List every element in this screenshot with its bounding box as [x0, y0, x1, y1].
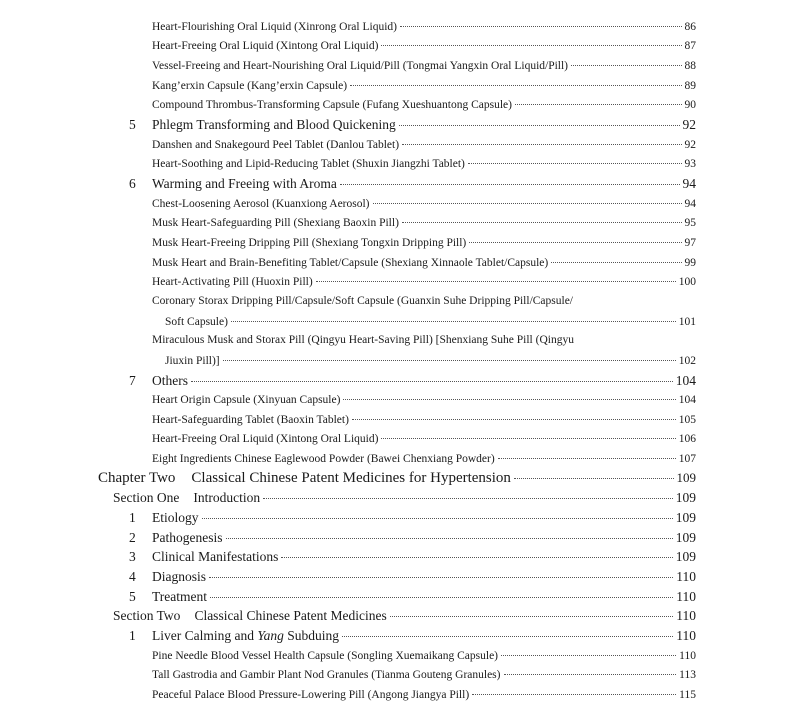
- toc-entry-number: 5: [129, 589, 136, 604]
- toc-entry-title: Introduction: [193, 490, 261, 505]
- toc-entry-numbered[interactable]: [129, 589, 696, 605]
- toc-entry[interactable]: [152, 197, 696, 210]
- toc-entry[interactable]: [152, 216, 696, 229]
- toc-entry-page: 101: [678, 315, 696, 328]
- leader-dots: [342, 626, 673, 637]
- toc-entry-title: Eight Ingredients Chinese Eaglewood Powder (Bawei Chenxiang Powder): [152, 452, 495, 465]
- section-label: Section One: [113, 490, 180, 505]
- toc-entry-page: 92: [684, 138, 696, 151]
- toc-entry-title: Heart Origin Capsule (Xinyuan Capsule): [152, 393, 341, 406]
- toc-entry-title: Pathogenesis: [152, 530, 223, 545]
- toc-entry-page: 94: [682, 176, 696, 191]
- leader-dots: [352, 411, 676, 421]
- toc-entry-number: 1: [129, 510, 136, 525]
- toc-entry-continuation[interactable]: [165, 354, 696, 367]
- toc-entry-page: 90: [684, 98, 696, 111]
- leader-dots: [400, 18, 682, 28]
- section-label: Section Two: [113, 608, 181, 623]
- toc-entry-title: [152, 628, 339, 644]
- toc-entry-page: 110: [676, 628, 696, 643]
- toc-entry-numbered[interactable]: [129, 373, 696, 389]
- toc-entry-title: Heart-Soothing and Lipid-Reducing Tablet (Shuxin Jiangzhi Tablet): [152, 157, 465, 170]
- toc-entry-title: Vessel-Freeing and Heart-Nourishing Oral Liquid/Pill (Tongmai Yangxin Oral Liquid/Pill): [152, 59, 569, 72]
- chapter-label: Chapter Two: [98, 470, 176, 487]
- toc-entry[interactable]: [152, 393, 696, 406]
- toc-entry-page: 87: [684, 39, 696, 52]
- toc-entry-title: Compound Thrombus-Transforming Capsule (Fufang Xueshuantong Capsule): [152, 98, 512, 111]
- toc-entry[interactable]: [152, 668, 696, 681]
- toc-entry-page: 110: [679, 649, 696, 662]
- toc-entry-page: 110: [676, 589, 696, 604]
- toc-entry-page: 100: [678, 275, 696, 288]
- leader-dots: [472, 686, 676, 696]
- leader-dots: [231, 313, 676, 323]
- title-italic-part: Yang: [257, 628, 284, 643]
- toc-entry-title: Etiology: [152, 510, 199, 525]
- toc-entry-page: 109: [675, 490, 696, 505]
- toc-entry[interactable]: [152, 138, 696, 151]
- toc-entry-page: 99: [684, 256, 696, 269]
- toc-entry-title: Clinical Manifestations: [152, 549, 279, 564]
- toc-entry-numbered[interactable]: [129, 628, 696, 644]
- leader-dots: [515, 96, 682, 106]
- toc-entry-title: Others: [152, 373, 188, 388]
- toc-entry-page: 109: [675, 530, 696, 545]
- toc-entry[interactable]: [152, 256, 696, 269]
- toc-entry-numbered[interactable]: [129, 510, 696, 526]
- toc-entry[interactable]: [152, 688, 696, 701]
- toc-entry-title: Classical Chinese Patent Medicines for Hypertension: [191, 470, 511, 487]
- toc-section[interactable]: [113, 608, 696, 624]
- toc-entry-number: 5: [129, 117, 136, 132]
- toc-entry[interactable]: [152, 275, 696, 288]
- toc-entry-numbered[interactable]: [129, 530, 696, 546]
- toc-entry-number: 2: [129, 530, 136, 545]
- toc-entry-page: 106: [678, 432, 696, 445]
- leader-dots: [381, 37, 681, 47]
- toc-entry[interactable]: [152, 413, 696, 426]
- toc-entry-page: 110: [676, 608, 696, 623]
- toc-entry-title: Heart-Safeguarding Tablet (Baoxin Tablet): [152, 413, 349, 426]
- toc-entry-page: 110: [676, 569, 696, 584]
- toc-entry-page: 86: [684, 20, 696, 33]
- toc-entry-page: 97: [684, 236, 696, 249]
- toc-entry-page: 115: [679, 688, 696, 701]
- leader-dots: [504, 666, 677, 676]
- toc-entry-title: Miraculous Musk and Storax Pill (Qingyu Heart-Saving Pill) [Shenxiang Suhe Pill (Qingyu: [152, 334, 574, 346]
- toc-entry[interactable]: [152, 452, 696, 465]
- leader-dots: [571, 57, 681, 67]
- toc-section[interactable]: [113, 490, 696, 506]
- toc-entry-page: 94: [684, 197, 696, 210]
- toc-entry-title: Tall Gastrodia and Gambir Plant Nod Granules (Tianma Gouteng Granules): [152, 668, 501, 681]
- leader-dots: [381, 430, 675, 440]
- toc-entry-title: Pine Needle Blood Vessel Health Capsule (Songling Xuemaikang Capsule): [152, 649, 499, 662]
- toc-entry-title: Diagnosis: [152, 569, 206, 584]
- toc-entry-title: Heart-Flourishing Oral Liquid (Xinrong Oral Liquid): [152, 20, 397, 33]
- toc-entry-numbered[interactable]: [129, 549, 696, 565]
- toc-entry-title: Classical Chinese Patent Medicines: [194, 608, 387, 623]
- toc-entry[interactable]: [152, 157, 696, 170]
- toc-entry-title: Chest-Loosening Aerosol (Kuanxiong Aerosol): [152, 197, 370, 210]
- toc-entry-numbered[interactable]: [129, 569, 696, 585]
- toc-entry-title: Musk Heart-Safeguarding Pill (Shexiang Baoxin Pill): [152, 216, 399, 229]
- toc-entry[interactable]: [152, 432, 696, 445]
- toc-entry[interactable]: [152, 236, 696, 249]
- toc-entry-page: 93: [684, 157, 696, 170]
- toc-entry[interactable]: [152, 98, 696, 111]
- toc-entry-number: 6: [129, 176, 136, 191]
- toc-entry-title: Danshen and Snakegourd Peel Tablet (Danlou Tablet): [152, 138, 400, 151]
- toc-entry-first-line[interactable]: [152, 295, 696, 307]
- toc-entry-page: 109: [675, 549, 696, 564]
- leader-dots: [373, 195, 682, 205]
- leader-dots: [390, 606, 673, 617]
- toc-entry-title: Heart-Freeing Oral Liquid (Xintong Oral Liquid): [152, 432, 379, 445]
- toc-entry-title-continued: Jiuxin Pill)]: [165, 354, 220, 367]
- toc-entry-page: 104: [678, 393, 696, 406]
- toc-entry-numbered[interactable]: [129, 176, 696, 192]
- toc-entry-page: 88: [684, 59, 696, 72]
- toc-entry-title-continued: Soft Capsule): [165, 315, 228, 328]
- toc-entry-number: 4: [129, 569, 136, 584]
- toc-entry-title: Peaceful Palace Blood Pressure-Lowering Pill (Angong Jiangya Pill): [152, 688, 470, 701]
- leader-dots: [469, 234, 681, 244]
- leader-dots: [551, 254, 681, 264]
- leader-dots: [343, 391, 675, 401]
- leader-dots: [209, 567, 673, 578]
- title-part: Subduing: [283, 628, 340, 643]
- toc-entry-number: 1: [129, 628, 136, 643]
- toc-entry-page: 109: [676, 470, 696, 486]
- toc-entry-page: 109: [675, 510, 696, 525]
- toc-entry-title: Musk Heart-Freeing Dripping Pill (Shexiang Tongxin Dripping Pill): [152, 236, 467, 249]
- leader-dots: [316, 273, 676, 283]
- toc-entry-number: 3: [129, 549, 136, 564]
- leader-dots: [340, 174, 680, 185]
- toc-entry-number: 7: [129, 373, 136, 388]
- toc-entry-title: Musk Heart and Brain-Benefiting Tablet/Capsule (Shexiang Xinnaole Tablet/Capsule): [152, 256, 549, 269]
- leader-dots: [399, 115, 680, 126]
- leader-dots: [263, 488, 673, 499]
- toc-entry-title: Treatment: [152, 589, 207, 604]
- toc-entry-title: Kang’erxin Capsule (Kang’erxin Capsule): [152, 79, 348, 92]
- toc-entry-page: 113: [679, 668, 696, 681]
- toc-entry-page: 105: [678, 413, 696, 426]
- toc-entry-page: 95: [684, 216, 696, 229]
- leader-dots: [498, 450, 676, 460]
- toc-entry-page: 102: [678, 354, 696, 367]
- toc-entry-page: 107: [678, 452, 696, 465]
- leader-dots: [514, 467, 674, 479]
- leader-dots: [226, 528, 673, 539]
- toc-chapter[interactable]: [98, 470, 696, 487]
- toc-entry-title: Heart-Activating Pill (Huoxin Pill): [152, 275, 313, 288]
- leader-dots: [468, 155, 682, 165]
- title-part: Liver Calming and: [152, 628, 258, 643]
- toc-entry-page: 92: [682, 117, 696, 132]
- toc-entry[interactable]: [152, 79, 696, 92]
- toc-entry-title: Heart-Freeing Oral Liquid (Xintong Oral Liquid): [152, 39, 379, 52]
- toc-entry-page: 104: [675, 373, 696, 388]
- toc-entry[interactable]: [152, 59, 696, 72]
- toc-entry-first-line[interactable]: [152, 334, 696, 346]
- toc-entry-title: Warming and Freeing with Aroma: [152, 176, 337, 191]
- leader-dots: [223, 352, 676, 362]
- toc-entry-title: Coronary Storax Dripping Pill/Capsule/Soft Capsule (Guanxin Suhe Dripping Pill/Capsule/: [152, 295, 574, 307]
- leader-dots: [210, 587, 673, 598]
- toc-entry[interactable]: [152, 20, 696, 33]
- toc-entry-numbered[interactable]: [129, 117, 696, 133]
- toc-entry-page: 89: [684, 79, 696, 92]
- leader-dots: [402, 214, 682, 224]
- leader-dots: [402, 136, 681, 146]
- toc-entry[interactable]: [152, 649, 696, 662]
- toc-entry[interactable]: [152, 39, 696, 52]
- leader-dots: [350, 77, 681, 87]
- leader-dots: [501, 647, 676, 657]
- leader-dots: [281, 547, 672, 558]
- toc-entry-title: Phlegm Transforming and Blood Quickening: [152, 117, 396, 132]
- leader-dots: [191, 371, 673, 382]
- toc-entry-continuation[interactable]: [165, 315, 696, 328]
- leader-dots: [202, 508, 673, 519]
